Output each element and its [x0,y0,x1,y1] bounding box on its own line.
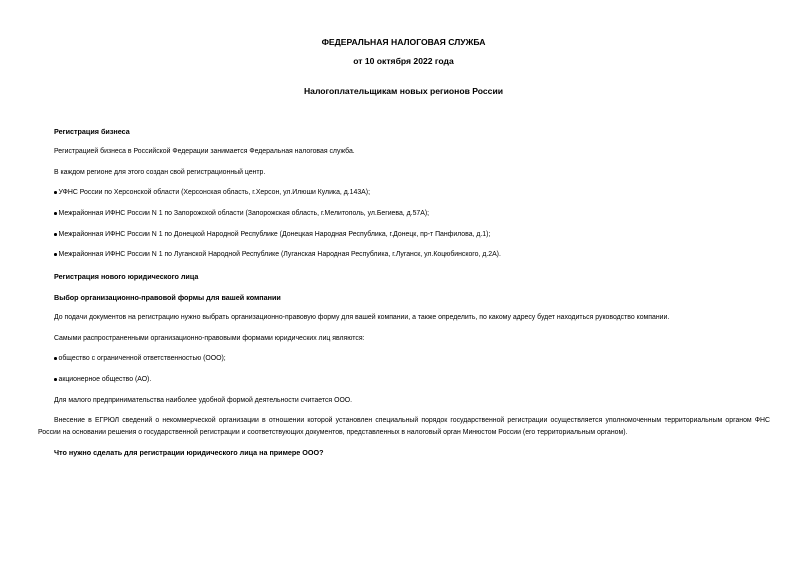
heading-new-legal-entity: Регистрация нового юридического лица [54,272,199,281]
paragraph-small-business: Для малого предпринимательства наиболее удобной формой деятельности считается ООО. [54,397,353,404]
list-item: УФНС России по Херсонской области (Херсонская область, г.Херсон, ул.Илюши Кулика, д.143А); [54,189,370,196]
document-title: Налогоплательщикам новых регионов России [303,86,504,96]
list-item: Межрайонная ИФНС России N 1 по Донецкой Народной Республике (Донецкая Народная Республика, г.Донецк, пр-т Панфилова, д.1); [54,231,490,238]
bullet-icon [54,212,57,215]
heading-form-choice: Выбор организационно-правовой формы для вашей компании [54,293,281,302]
paragraph-nonprofit: Внесение в ЕГРЮЛ сведений о некоммерческой организации в отношении которой установлен специальный порядок государственной регистрации осуществляется уполномоченным территориальным органом ФНС России на основании решения о государственной регистрации и соответствующих документов, представленных в налоговый орган Минюстом России (его территориальным органом). [38,417,770,436]
paragraph-common-forms: Самыми распространенными организационно-правовыми формами юридических лиц являются: [54,335,365,342]
bullet-icon [54,378,57,381]
bullet-icon [54,357,57,360]
agency-title: ФЕДЕРАЛЬНАЯ НАЛОГОВАЯ СЛУЖБА [321,37,486,47]
list-item: Межрайонная ИФНС России N 1 по Луганской Народной Республике (Луганская Народная Республика, г.Луганск, ул.Коцюбинского, д.2А). [54,251,501,258]
paragraph-regional-centers: В каждом регионе для этого создан свой регистрационный центр. [54,169,266,176]
paragraph-documents: До подачи документов на регистрацию нужно выбрать организационно-правовую форму для вашей компании, а также определить, по какому адресу будет находиться руководство компании. [54,314,670,321]
bullet-icon [54,233,57,236]
list-item: акционерное общество (АО). [54,376,151,383]
paragraph-registration-fns: Регистрацией бизнеса в Российской Федерации занимается Федеральная налоговая служба. [54,148,355,155]
heading-question: Что нужно сделать для регистрации юридического лица на примере ООО? [54,448,324,457]
list-item: общество с ограниченной ответственностью (ООО); [54,355,226,362]
bullet-icon [54,253,57,256]
list-item: Межрайонная ИФНС России N 1 по Запорожской области (Запорожская область, г.Мелитополь, ул.Бегиева, д.57А); [54,210,429,217]
bullet-icon [54,191,57,194]
document-date: от 10 октября 2022 года [353,56,454,66]
heading-business-registration: Регистрация бизнеса [54,127,130,136]
